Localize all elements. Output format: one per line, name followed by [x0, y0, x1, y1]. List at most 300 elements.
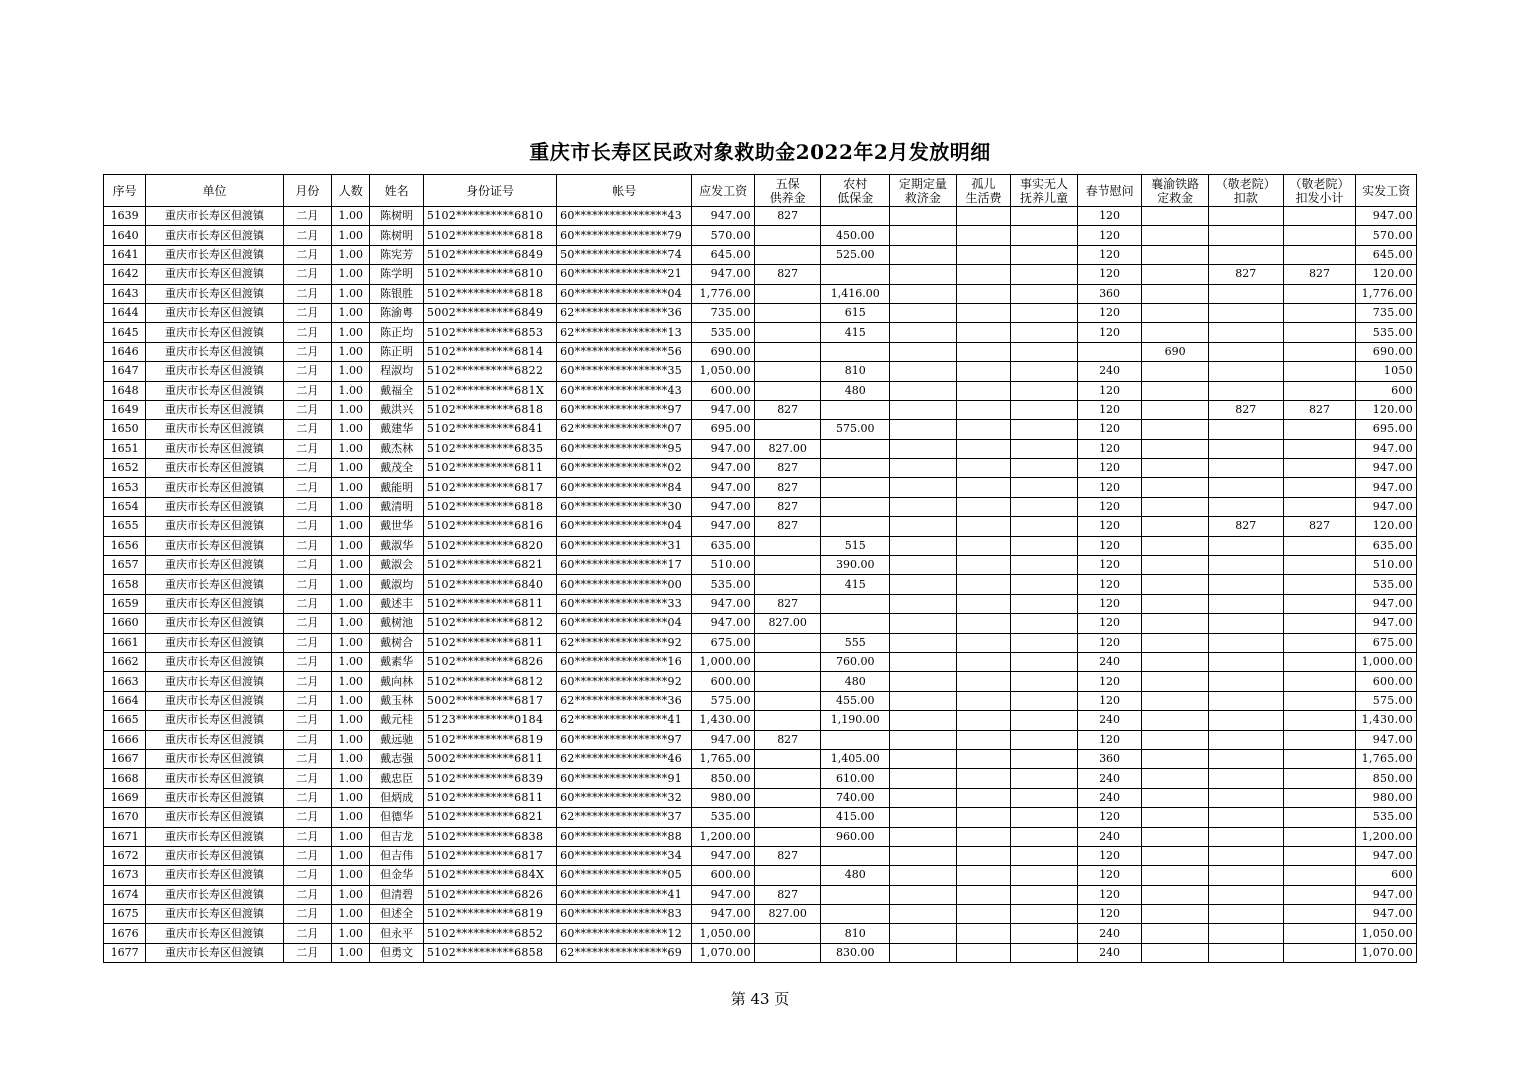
table-cell: 1659: [104, 594, 146, 613]
table-cell: 120: [1077, 265, 1142, 284]
table-cell: [754, 303, 821, 322]
table-cell: 1652: [104, 459, 146, 478]
table-cell: 二月: [283, 400, 331, 419]
table-cell: 1.00: [332, 905, 370, 924]
table-cell: [1011, 497, 1078, 516]
table-row: [104, 420, 1417, 439]
table-cell: 240: [1077, 943, 1142, 962]
table-cell: 60****************43: [557, 207, 692, 226]
table-cell: 重庆市长寿区但渡镇: [146, 284, 283, 303]
table-cell: 760.00: [821, 652, 890, 671]
table-cell: 1.00: [332, 226, 370, 245]
table-cell: 570.00: [1356, 226, 1417, 245]
column-header: 孤儿 生活费: [956, 175, 1010, 207]
table-cell: 645.00: [692, 245, 755, 264]
table-cell: [890, 691, 957, 710]
table-row: [104, 905, 1417, 924]
table-cell: 120: [1077, 497, 1142, 516]
table-cell: [890, 303, 957, 322]
table-cell: [890, 730, 957, 749]
table-cell: [754, 652, 821, 671]
table-cell: 1,405.00: [821, 749, 890, 768]
table-cell: [890, 749, 957, 768]
table-cell: 1675: [104, 905, 146, 924]
table-cell: 重庆市长寿区但渡镇: [146, 207, 283, 226]
table-row: [104, 400, 1417, 419]
table-row: [104, 633, 1417, 652]
table-cell: [1142, 691, 1209, 710]
column-header: （敬老院） 扣发小计: [1283, 175, 1356, 207]
table-cell: 但吉伟: [370, 846, 423, 865]
table-cell: 120: [1077, 381, 1142, 400]
table-cell: [1208, 575, 1283, 594]
column-header: 应发工资: [692, 175, 755, 207]
table-cell: 827.00: [754, 614, 821, 633]
table-cell: 陈正均: [370, 323, 423, 342]
table-cell: [1208, 633, 1283, 652]
table-cell: [1142, 885, 1209, 904]
table-cell: 60****************84: [557, 478, 692, 497]
table-cell: 1669: [104, 788, 146, 807]
table-cell: [754, 943, 821, 962]
table-cell: 947.00: [692, 478, 755, 497]
table-cell: [890, 284, 957, 303]
table-row: [104, 323, 1417, 342]
table-cell: 120: [1077, 672, 1142, 691]
table-cell: [956, 905, 1010, 924]
table-cell: 947.00: [1356, 439, 1417, 458]
table-cell: [1208, 420, 1283, 439]
table-cell: 120: [1077, 905, 1142, 924]
table-cell: 827: [1283, 517, 1356, 536]
table-cell: 1648: [104, 381, 146, 400]
table-cell: 5102**********6821: [423, 808, 556, 827]
table-cell: 二月: [283, 556, 331, 575]
table-cell: 重庆市长寿区但渡镇: [146, 827, 283, 846]
table-cell: [1208, 808, 1283, 827]
table-cell: [956, 439, 1010, 458]
table-cell: [1283, 245, 1356, 264]
table-cell: [890, 342, 957, 361]
table-cell: 二月: [283, 497, 331, 516]
table-cell: [1142, 808, 1209, 827]
table-cell: [1208, 381, 1283, 400]
table-cell: 60****************00: [557, 575, 692, 594]
table-cell: 60****************33: [557, 594, 692, 613]
table-cell: [890, 556, 957, 575]
table-cell: [1283, 788, 1356, 807]
table-cell: 1662: [104, 652, 146, 671]
table-cell: [754, 711, 821, 730]
table-cell: [1142, 575, 1209, 594]
table-cell: 947.00: [692, 905, 755, 924]
table-cell: 1.00: [332, 439, 370, 458]
table-cell: 5102**********6818: [423, 400, 556, 419]
table-cell: 60****************17: [557, 556, 692, 575]
table-cell: [1011, 711, 1078, 730]
table-cell: 827: [1283, 400, 1356, 419]
table-cell: [1011, 517, 1078, 536]
table-cell: [1283, 652, 1356, 671]
table-cell: [1142, 788, 1209, 807]
table-cell: [1208, 207, 1283, 226]
table-cell: 1.00: [332, 769, 370, 788]
table-cell: 980.00: [1356, 788, 1417, 807]
table-cell: [1142, 323, 1209, 342]
table-cell: [1208, 788, 1283, 807]
table-cell: 120: [1077, 517, 1142, 536]
table-cell: [1142, 711, 1209, 730]
table-cell: 重庆市长寿区但渡镇: [146, 885, 283, 904]
table-row: [104, 614, 1417, 633]
table-cell: [1142, 652, 1209, 671]
table-cell: 120: [1077, 846, 1142, 865]
table-cell: 240: [1077, 924, 1142, 943]
table-cell: 947.00: [692, 517, 755, 536]
table-cell: 重庆市长寿区但渡镇: [146, 381, 283, 400]
table-cell: [956, 633, 1010, 652]
table-cell: 645.00: [1356, 245, 1417, 264]
table-cell: 415: [821, 575, 890, 594]
table-cell: [956, 323, 1010, 342]
table-cell: [1283, 362, 1356, 381]
table-cell: 1,776.00: [692, 284, 755, 303]
table-cell: [754, 691, 821, 710]
table-cell: 戴建华: [370, 420, 423, 439]
table-cell: 60****************35: [557, 362, 692, 381]
table-cell: 480: [821, 381, 890, 400]
table-cell: 戴忠臣: [370, 769, 423, 788]
table-cell: [1142, 400, 1209, 419]
table-cell: 827: [754, 207, 821, 226]
table-cell: 陈银胜: [370, 284, 423, 303]
table-cell: [821, 478, 890, 497]
table-row: [104, 788, 1417, 807]
table-cell: 1667: [104, 749, 146, 768]
table-cell: 60****************04: [557, 517, 692, 536]
table-cell: 120: [1077, 633, 1142, 652]
table-cell: 635.00: [1356, 536, 1417, 555]
table-cell: 二月: [283, 652, 331, 671]
table-cell: 1.00: [332, 846, 370, 865]
table-cell: 戴淑华: [370, 536, 423, 555]
table-cell: [1142, 905, 1209, 924]
table-header-row: [104, 175, 1417, 207]
table-cell: [890, 905, 957, 924]
table-cell: 120: [1077, 885, 1142, 904]
table-cell: [890, 652, 957, 671]
table-cell: 重庆市长寿区但渡镇: [146, 614, 283, 633]
table-cell: 120: [1077, 400, 1142, 419]
table-cell: [1208, 342, 1283, 361]
table-cell: 1.00: [332, 420, 370, 439]
table-cell: [1208, 478, 1283, 497]
table-cell: 重庆市长寿区但渡镇: [146, 711, 283, 730]
table-row: [104, 575, 1417, 594]
table-cell: 戴洪兴: [370, 400, 423, 419]
table-cell: 5102**********6852: [423, 924, 556, 943]
table-cell: [1208, 846, 1283, 865]
table-cell: 1.00: [332, 459, 370, 478]
table-cell: 重庆市长寿区但渡镇: [146, 517, 283, 536]
table-cell: [956, 381, 1010, 400]
table-cell: [1142, 459, 1209, 478]
table-cell: [1283, 749, 1356, 768]
table-cell: [956, 459, 1010, 478]
table-cell: 60****************43: [557, 381, 692, 400]
table-cell: 510.00: [692, 556, 755, 575]
table-cell: 1653: [104, 478, 146, 497]
table-cell: 二月: [283, 207, 331, 226]
table-cell: [821, 594, 890, 613]
table-cell: [1142, 226, 1209, 245]
table-cell: 戴远驰: [370, 730, 423, 749]
table-row: [104, 827, 1417, 846]
table-cell: 1663: [104, 672, 146, 691]
table-cell: [956, 497, 1010, 516]
table-cell: [1142, 846, 1209, 865]
table-cell: 947.00: [1356, 478, 1417, 497]
table-cell: 240: [1077, 827, 1142, 846]
table-row: [104, 517, 1417, 536]
table-cell: 60****************91: [557, 769, 692, 788]
table-cell: 重庆市长寿区但渡镇: [146, 633, 283, 652]
table-cell: [754, 633, 821, 652]
table-cell: 1.00: [332, 497, 370, 516]
table-cell: 1.00: [332, 284, 370, 303]
table-cell: 827: [754, 265, 821, 284]
column-header: 春节慰问: [1077, 175, 1142, 207]
table-cell: 但德华: [370, 808, 423, 827]
table-cell: [890, 575, 957, 594]
table-cell: [890, 362, 957, 381]
table-cell: [821, 439, 890, 458]
table-cell: 5102**********6811: [423, 788, 556, 807]
table-cell: 5102**********6826: [423, 652, 556, 671]
table-cell: [890, 827, 957, 846]
table-cell: 535.00: [692, 323, 755, 342]
table-cell: 5102**********6810: [423, 265, 556, 284]
table-cell: [1142, 614, 1209, 633]
table-cell: 1.00: [332, 536, 370, 555]
table-cell: [890, 381, 957, 400]
table-cell: 重庆市长寿区但渡镇: [146, 362, 283, 381]
table-cell: [1011, 439, 1078, 458]
table-cell: [956, 594, 1010, 613]
table-cell: 1.00: [332, 265, 370, 284]
table-cell: 5102**********6858: [423, 943, 556, 962]
table-cell: 重庆市长寿区但渡镇: [146, 924, 283, 943]
column-header: 事实无人 抚养儿童: [1011, 175, 1078, 207]
table-cell: [821, 400, 890, 419]
table-row: [104, 808, 1417, 827]
table-cell: 二月: [283, 788, 331, 807]
table-cell: 60****************12: [557, 924, 692, 943]
table-cell: 62****************36: [557, 303, 692, 322]
table-cell: 戴述丰: [370, 594, 423, 613]
table-cell: 455.00: [821, 691, 890, 710]
table-cell: [1283, 420, 1356, 439]
table-row: [104, 245, 1417, 264]
table-cell: 戴清明: [370, 497, 423, 516]
table-cell: 415: [821, 323, 890, 342]
table-cell: [956, 284, 1010, 303]
table-cell: 5102**********6819: [423, 905, 556, 924]
table-cell: 60****************97: [557, 730, 692, 749]
table-cell: 重庆市长寿区但渡镇: [146, 769, 283, 788]
table-cell: 1672: [104, 846, 146, 865]
table-cell: [821, 905, 890, 924]
table-cell: 戴杰林: [370, 439, 423, 458]
table-cell: 重庆市长寿区但渡镇: [146, 788, 283, 807]
table-cell: [890, 924, 957, 943]
table-cell: 5102**********6818: [423, 226, 556, 245]
table-row: [104, 769, 1417, 788]
table-cell: [890, 808, 957, 827]
table-cell: [1011, 885, 1078, 904]
table-cell: [956, 652, 1010, 671]
table-cell: 1665: [104, 711, 146, 730]
table-cell: [1283, 594, 1356, 613]
table-cell: 5002**********6849: [423, 303, 556, 322]
table-cell: 二月: [283, 614, 331, 633]
table-cell: 1050: [1356, 362, 1417, 381]
table-cell: 1660: [104, 614, 146, 633]
table-cell: [890, 517, 957, 536]
table-cell: [1011, 594, 1078, 613]
table-cell: 60****************34: [557, 846, 692, 865]
table-row: [104, 207, 1417, 226]
table-cell: 1,070.00: [1356, 943, 1417, 962]
table-cell: 675.00: [692, 633, 755, 652]
table-row: [104, 652, 1417, 671]
page-number: 第 43 页: [730, 990, 790, 1008]
table-cell: 5102**********6826: [423, 885, 556, 904]
table-cell: 60****************95: [557, 439, 692, 458]
table-cell: [890, 439, 957, 458]
table-cell: 827: [754, 846, 821, 865]
table-cell: [1011, 808, 1078, 827]
table-cell: 1.00: [332, 303, 370, 322]
table-cell: 947.00: [692, 497, 755, 516]
table-cell: 980.00: [692, 788, 755, 807]
table-cell: 重庆市长寿区但渡镇: [146, 342, 283, 361]
table-cell: 重庆市长寿区但渡镇: [146, 846, 283, 865]
table-cell: 5102**********6839: [423, 769, 556, 788]
table-cell: [1142, 536, 1209, 555]
table-cell: 1.00: [332, 517, 370, 536]
table-cell: 827: [754, 594, 821, 613]
table-cell: [1283, 323, 1356, 342]
table-cell: [754, 556, 821, 575]
table-cell: 陈学明: [370, 265, 423, 284]
table-cell: [1011, 943, 1078, 962]
table-row: [104, 846, 1417, 865]
table-cell: [1011, 614, 1078, 633]
table-cell: 827: [754, 885, 821, 904]
table-cell: 1657: [104, 556, 146, 575]
table-cell: 5102**********6812: [423, 614, 556, 633]
table-cell: 1,765.00: [692, 749, 755, 768]
table-cell: 830.00: [821, 943, 890, 962]
table-cell: 1.00: [332, 943, 370, 962]
table-cell: 610.00: [821, 769, 890, 788]
table-cell: [1208, 323, 1283, 342]
table-cell: [890, 420, 957, 439]
table-cell: [1011, 459, 1078, 478]
table-row: [104, 594, 1417, 613]
table-cell: 1646: [104, 342, 146, 361]
table-cell: 1.00: [332, 749, 370, 768]
table-cell: [754, 672, 821, 691]
table-cell: 120: [1077, 226, 1142, 245]
table-cell: 1.00: [332, 866, 370, 885]
table-cell: [821, 730, 890, 749]
table-cell: 60****************56: [557, 342, 692, 361]
table-cell: 60****************83: [557, 905, 692, 924]
table-cell: 1654: [104, 497, 146, 516]
table-cell: [1283, 924, 1356, 943]
table-cell: 5102**********6811: [423, 633, 556, 652]
table-cell: [890, 459, 957, 478]
table-cell: 1642: [104, 265, 146, 284]
table-cell: [1283, 672, 1356, 691]
column-header: 身份证号: [423, 175, 556, 207]
table-cell: 二月: [283, 381, 331, 400]
table-cell: 1656: [104, 536, 146, 555]
table-cell: [1142, 420, 1209, 439]
table-cell: [1011, 265, 1078, 284]
table-cell: 5102**********6812: [423, 672, 556, 691]
table-cell: 但金华: [370, 866, 423, 885]
table-cell: 重庆市长寿区但渡镇: [146, 245, 283, 264]
page-title: 重庆市长寿区民政对象救助金2022年2月发放明细: [529, 140, 991, 164]
table-cell: [890, 943, 957, 962]
table-cell: 735.00: [692, 303, 755, 322]
table-cell: [754, 226, 821, 245]
table-cell: 二月: [283, 517, 331, 536]
table-cell: 690: [1142, 342, 1209, 361]
table-cell: 827: [754, 459, 821, 478]
table-cell: 947.00: [692, 730, 755, 749]
table-cell: [1011, 672, 1078, 691]
table-cell: 850.00: [692, 769, 755, 788]
table-row: [104, 381, 1417, 400]
table-cell: 二月: [283, 478, 331, 497]
table-cell: [1208, 711, 1283, 730]
table-cell: [754, 827, 821, 846]
table-cell: 1.00: [332, 594, 370, 613]
table-cell: 120: [1077, 866, 1142, 885]
column-header: 实发工资: [1356, 175, 1417, 207]
table-cell: 827: [754, 478, 821, 497]
table-cell: 675.00: [1356, 633, 1417, 652]
table-row: [104, 226, 1417, 245]
table-cell: [890, 769, 957, 788]
table-cell: 但勇文: [370, 943, 423, 962]
table-cell: 450.00: [821, 226, 890, 245]
table-cell: 二月: [283, 245, 331, 264]
table-cell: [890, 594, 957, 613]
table-cell: 600: [1356, 866, 1417, 885]
table-cell: 二月: [283, 226, 331, 245]
table-cell: [1208, 284, 1283, 303]
table-cell: [890, 711, 957, 730]
table-cell: 1.00: [332, 691, 370, 710]
table-cell: [1208, 245, 1283, 264]
table-cell: 戴向林: [370, 672, 423, 691]
table-cell: 120: [1077, 207, 1142, 226]
